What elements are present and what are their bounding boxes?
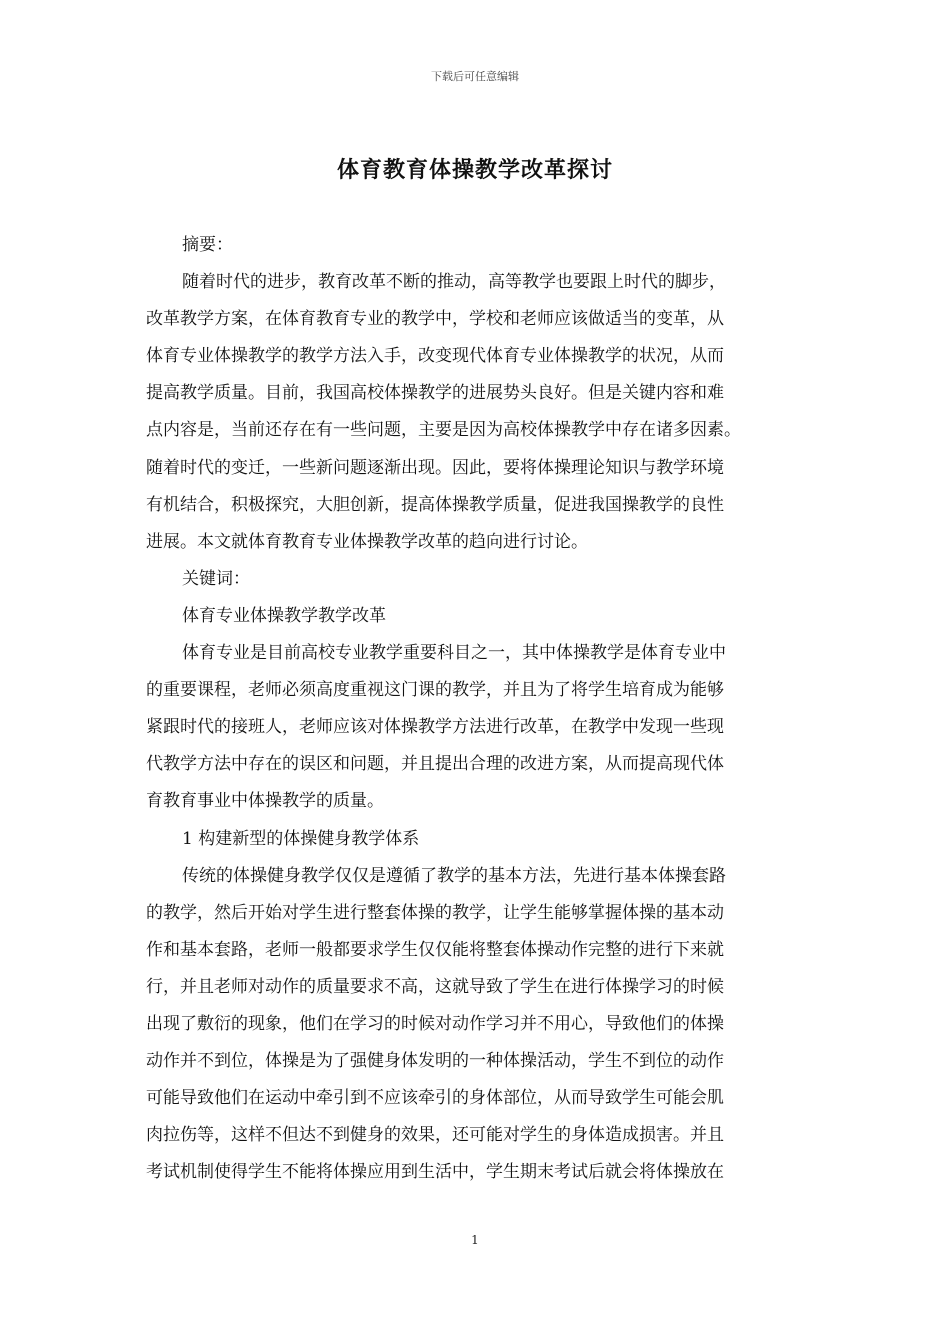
abstract-label: 摘要：	[182, 235, 233, 255]
body-line: 体育专业是目前高校专业教学重要科目之一，其中体操教学是体育专业中	[182, 643, 726, 664]
abstract-line: 改革教学方案，在体育教育专业的教学中，学校和老师应该做适当的变革，从	[146, 309, 724, 330]
body-line: 出现了敷衍的现象，他们在学习的时候对动作学习并不用心，导致他们的体操	[146, 1013, 724, 1034]
abstract-line: 随着时代的变迁，一些新问题逐渐出现。因此，要将体操理论知识与教学环境	[146, 457, 724, 478]
abstract-line: 体育专业体操教学的教学方法入手，改变现代体育专业体操教学的状况，从而	[146, 346, 724, 367]
document-title: 体育教育体操教学改革探讨	[336, 157, 613, 183]
body-line: 紧跟时代的接班人，老师应该对体操教学方法进行改革，在教学中发现一些现	[146, 717, 724, 738]
keywords-text: 体育专业体操教学教学改革	[182, 605, 386, 626]
document-body	[146, 227, 806, 1191]
page-number: 1	[471, 1233, 479, 1247]
body-line: 作和基本套路，老师一般都要求学生仅仅能将整套体操动作完整的进行下来就	[146, 939, 724, 960]
body-line: 考试机制使得学生不能将体操应用到生活中，学生期末考试后就会将体操放在	[146, 1162, 724, 1183]
body-line: 动作并不到位，体操是为了强健身体发明的一种体操活动，学生不到位的动作	[146, 1051, 724, 1072]
body-line: 育教育事业中体操教学的质量。	[146, 791, 384, 812]
body-line: 的重要课程，老师必须高度重视这门课的教学，并且为了将学生培育成为能够	[146, 680, 724, 701]
body-line: 的教学，然后开始对学生进行整套体操的教学，让学生能够掌握体操的基本动	[146, 902, 724, 923]
keywords-label: 关键词：	[182, 568, 250, 589]
abstract-line: 进展。本文就体育教育专业体操教学改革的趋向进行讨论。	[146, 531, 588, 552]
abstract-line: 点内容是，当前还存在有一些问题，主要是因为高校体操教学中存在诸多因素。	[146, 420, 741, 441]
section-heading: 1 构建新型的体操健身教学体系	[182, 828, 420, 849]
header-note: 下载后可任意编辑	[431, 70, 519, 83]
body-line: 肉拉伤等，这样不但达不到健身的效果，还可能对学生的身体造成损害。并且	[146, 1125, 724, 1146]
body-line: 可能导致他们在运动中牵引到不应该牵引的身体部位，从而导致学生可能会肌	[146, 1088, 724, 1109]
body-line: 行，并且老师对动作的质量要求不高，这就导致了学生在进行体操学习的时候	[146, 976, 724, 997]
body-line: 代教学方法中存在的误区和问题，并且提出合理的改进方案，从而提高现代体	[146, 754, 724, 775]
abstract-line: 随着时代的进步，教育改革不断的推动，高等教学也要跟上时代的脚步，	[182, 272, 726, 293]
abstract-line: 提高教学质量。目前，我国高校体操教学的进展势头良好。但是关键内容和难	[146, 383, 724, 404]
abstract-line: 有机结合，积极探究，大胆创新，提高体操教学质量，促进我国操教学的良性	[146, 494, 724, 515]
body-line: 传统的体操健身教学仅仅是遵循了教学的基本方法，先进行基本体操套路	[182, 865, 726, 886]
